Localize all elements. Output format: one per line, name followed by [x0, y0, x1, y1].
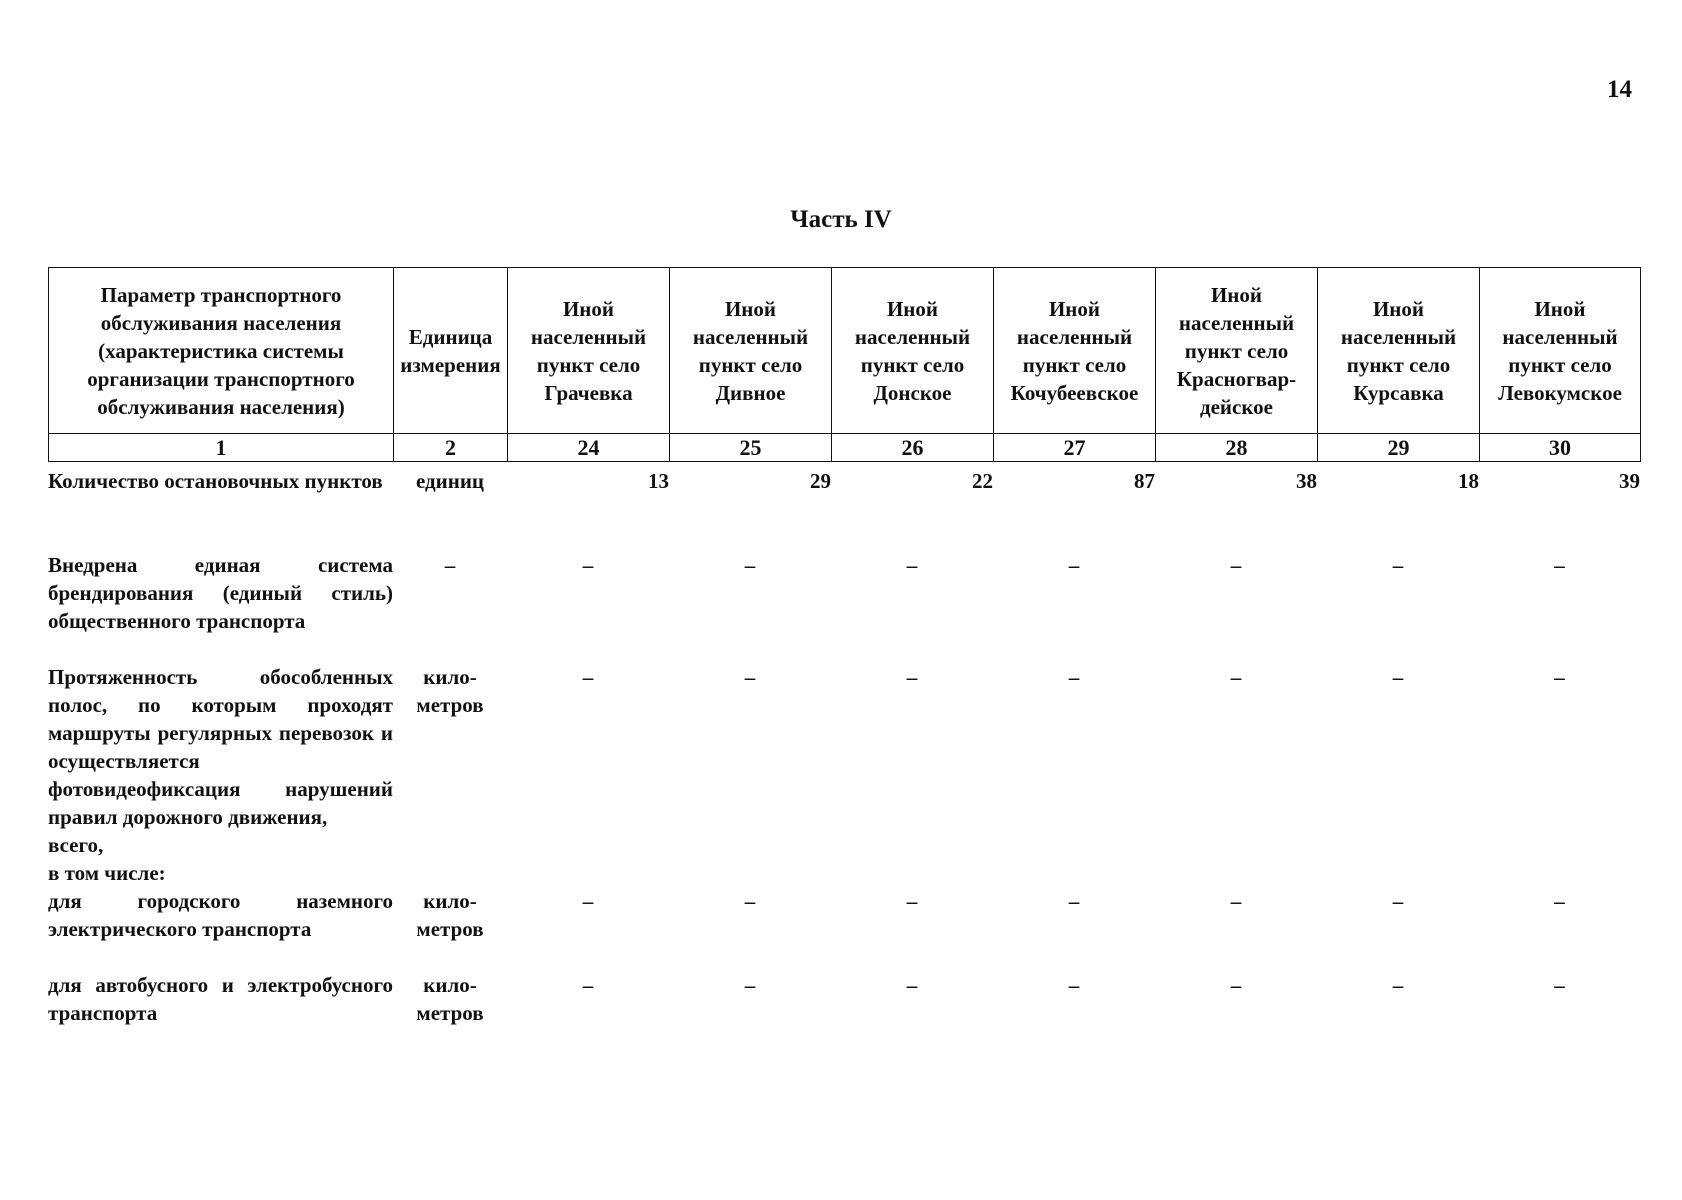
column-number: 24 [508, 434, 670, 462]
part-title: Часть IV [790, 206, 892, 233]
value-cell: – [1068, 553, 1080, 577]
value-cell: – [744, 553, 756, 577]
column-number: 25 [670, 434, 832, 462]
value-cell: 13 [648, 469, 669, 493]
value-cell: – [1392, 973, 1404, 997]
column-header-parameter: Параметр транспортного обслуживания населения (характеристика системы организации транспортного обслуживания населения) [49, 268, 394, 434]
parameter-cell: для городского наземного электрического транспорта [48, 889, 393, 941]
value-cell: – [744, 973, 756, 997]
column-header-levokumskoe: Иной населенный пункт село Левокумское [1480, 268, 1641, 434]
value-cell: 87 [1134, 469, 1155, 493]
column-header-kochubeevskoe: Иной населенный пункт село Кочубеевское [994, 268, 1156, 434]
table-body [48, 467, 1640, 1027]
value-cell: 39 [1619, 469, 1640, 493]
value-cell: 22 [972, 469, 993, 493]
value-cell: – [1554, 889, 1565, 913]
parameter-cell: Количество остановочных пунктов [48, 469, 383, 493]
value-cell: – [1230, 889, 1242, 913]
value-cell: – [906, 553, 918, 577]
column-header-grachevka: Иной населенный пункт село Грачевка [508, 268, 670, 434]
value-cell: – [582, 553, 594, 577]
value-cell: – [906, 973, 918, 997]
value-cell: 29 [810, 469, 831, 493]
table-row-stops [48, 467, 1640, 551]
column-number: 30 [1480, 434, 1641, 462]
value-cell: – [1068, 889, 1080, 913]
unit-cell: единиц [415, 469, 485, 493]
table-row-branding [48, 551, 1640, 663]
value-cell: – [582, 665, 594, 689]
unit-cell: кило- метров [416, 973, 484, 1025]
column-number: 28 [1156, 434, 1318, 462]
value-cell: 38 [1296, 469, 1317, 493]
table-row-dedicated-lanes [48, 663, 1640, 887]
value-cell: – [1230, 665, 1242, 689]
column-header-donskoe: Иной населенный пункт село Донское [832, 268, 994, 434]
value-cell: – [906, 889, 918, 913]
column-number: 26 [832, 434, 994, 462]
value-cell: – [744, 665, 756, 689]
unit-cell: – [444, 553, 456, 577]
value-cell: – [582, 889, 594, 913]
value-cell: – [1554, 553, 1565, 577]
value-cell: – [744, 889, 756, 913]
column-number: 29 [1318, 434, 1480, 462]
parameter-cell: Внедрена единая система брендирования (единый стиль) общественного транспорта [48, 553, 393, 633]
column-header-unit: Единица измерения [394, 268, 508, 434]
column-header-krasnogvardeyskoe: Иной населенный пункт село Красногвар- дейское [1156, 268, 1318, 434]
table-row-bus-transport [48, 971, 1640, 1027]
value-cell: – [1068, 973, 1080, 997]
value-cell: 18 [1458, 469, 1479, 493]
column-number: 2 [394, 434, 508, 462]
unit-cell: кило- метров [416, 889, 484, 941]
value-cell: – [1392, 665, 1404, 689]
column-number: 1 [49, 434, 394, 462]
value-cell: – [1392, 889, 1404, 913]
value-cell: – [1392, 553, 1404, 577]
value-cell: – [582, 973, 594, 997]
parameter-cell: для автобусного и электробусного транспорта [48, 973, 393, 1025]
table-header [48, 267, 1641, 462]
table-row-electric-transport [48, 887, 1640, 971]
column-header-kursavka: Иной населенный пункт село Курсавка [1318, 268, 1480, 434]
value-cell: – [1554, 665, 1565, 689]
unit-cell: кило- метров [416, 665, 484, 717]
value-cell: – [1230, 553, 1242, 577]
column-number: 27 [994, 434, 1156, 462]
column-header-divnoe: Иной населенный пункт село Дивное [670, 268, 832, 434]
value-cell: – [1230, 973, 1242, 997]
value-cell: – [1554, 973, 1565, 997]
value-cell: – [906, 665, 918, 689]
page-number: 14 [1607, 76, 1632, 103]
parameter-cell: Протяженность обособленных полос, по которым проходят маршруты регулярных перевозок и осуществляется фотовидеофиксация нарушений правил дорожного движения, всего, в том числе: [48, 665, 394, 885]
value-cell: – [1068, 665, 1080, 689]
